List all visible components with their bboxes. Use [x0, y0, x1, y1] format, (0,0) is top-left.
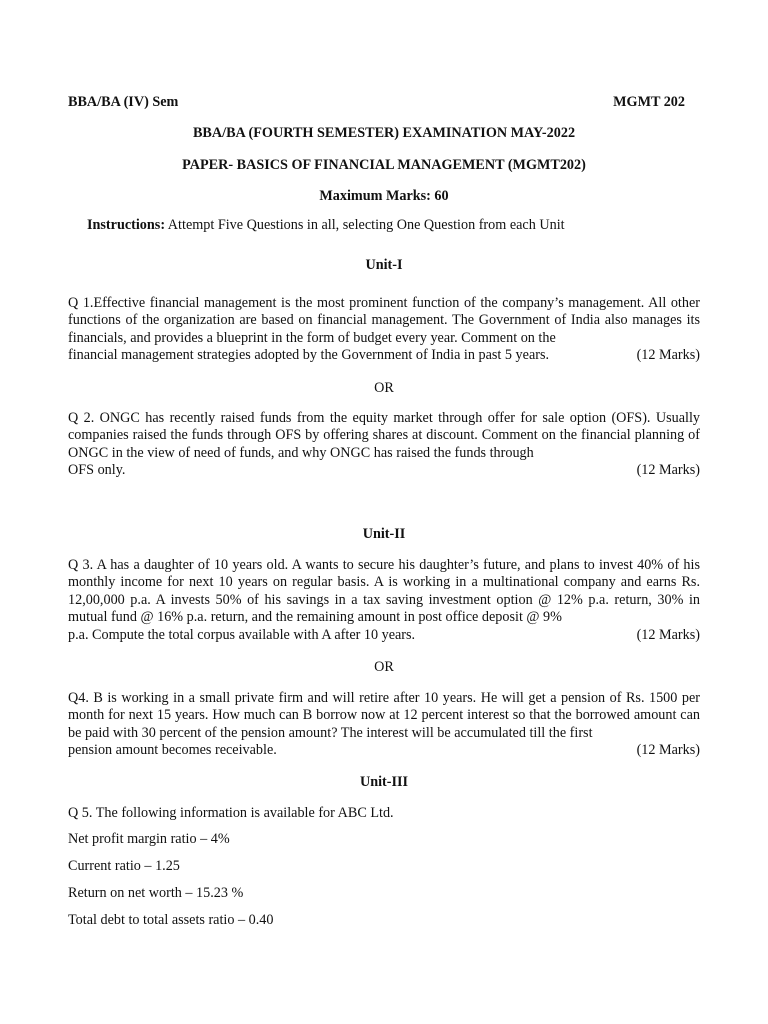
instructions-text: Attempt Five Questions in all, selecting One Question from each Unit — [165, 217, 565, 233]
question-5-intro: Q 5. The following information is available for ABC Ltd. — [68, 805, 394, 821]
question-1-marks: (12 Marks) — [636, 347, 700, 364]
question-1-last-line — [68, 347, 700, 364]
question-1-last-text: financial management strategies adopted by the Government of India in past 5 years. — [68, 347, 550, 364]
question-4-text: Q4. B is working in a small private firm and will retire after 10 years. He will get a pension of Rs. 1500 per month for next 15 years. How much can B borrow now at 12 percent interest so that the borrowed amount can be paid with 30 percent of the pension amount? The interest will be accumulated till the first — [68, 690, 700, 741]
ratio-item: Current ratio – 1.25 — [68, 858, 180, 874]
question-3-last-line — [68, 627, 700, 644]
question-4-last-text: pension amount becomes receivable. — [68, 742, 277, 759]
instructions-label: Instructions: — [87, 217, 166, 233]
or-divider-1: OR — [374, 380, 394, 396]
question-2-last-text: OFS only. — [68, 462, 126, 479]
or-divider-2: OR — [374, 659, 394, 675]
question-2-text: Q 2. ONGC has recently raised funds from the equity market through offer for sale option (OFS). Usually companies raised the funds through OFS by offering shares at discount. Comment on the financial planning of ONGC in the view of need of funds, and why ONGC has raised the funds through — [68, 410, 700, 461]
unit-1-heading: Unit-I — [365, 257, 403, 273]
question-3-last-text: p.a. Compute the total corpus available with A after 10 years. — [68, 626, 416, 643]
question-2-marks: (12 Marks) — [636, 462, 700, 479]
question-3-text: Q 3. A has a daughter of 10 years old. A wants to secure his daughter’s future, and plans to invest 40% of his monthly income for next 10 years on regular basis. A is working in a multinational company and earns Rs. 12,00,000 p.a. A invests 50% of his savings in a tax saving investment option @ 12% p.a. return, 30% in mutual fund @ 16% p.a. return, and the remaining amount in post office deposit @ 9% — [68, 557, 700, 626]
question-4 — [68, 690, 700, 760]
unit-2-heading: Unit-II — [362, 526, 406, 542]
paper-title: PAPER- BASICS OF FINANCIAL MANAGEMENT (MGMT202) — [182, 157, 586, 173]
exam-title: BBA/BA (FOURTH SEMESTER) EXAMINATION MAY-2022 — [192, 125, 576, 141]
question-4-marks: (12 Marks) — [636, 742, 700, 759]
question-4-last-line — [68, 742, 700, 759]
maximum-marks: Maximum Marks: 60 — [319, 188, 449, 204]
question-1-text: Q 1.Effective financial management is the most prominent function of the company’s management. All other functions of the organization are based on financial management. The Government of India also manages its financials, and provides a blueprint in the form of budget every year. Comment on the — [68, 295, 700, 346]
question-2 — [68, 410, 700, 480]
instructions — [87, 217, 700, 234]
header-code: MGMT 202 — [613, 94, 685, 110]
ratio-item: Total debt to total assets ratio – 0.40 — [68, 912, 274, 928]
ratio-item: Net profit margin ratio – 4% — [68, 831, 230, 847]
question-3 — [68, 557, 700, 644]
ratio-item: Return on net worth – 15.23 % — [68, 885, 244, 901]
question-3-marks: (12 Marks) — [636, 626, 700, 643]
question-1 — [68, 295, 700, 365]
page-header — [68, 94, 685, 111]
header-course: BBA/BA (IV) Sem — [68, 94, 179, 110]
question-2-last-line — [68, 462, 700, 479]
unit-3-heading: Unit-III — [359, 774, 409, 790]
